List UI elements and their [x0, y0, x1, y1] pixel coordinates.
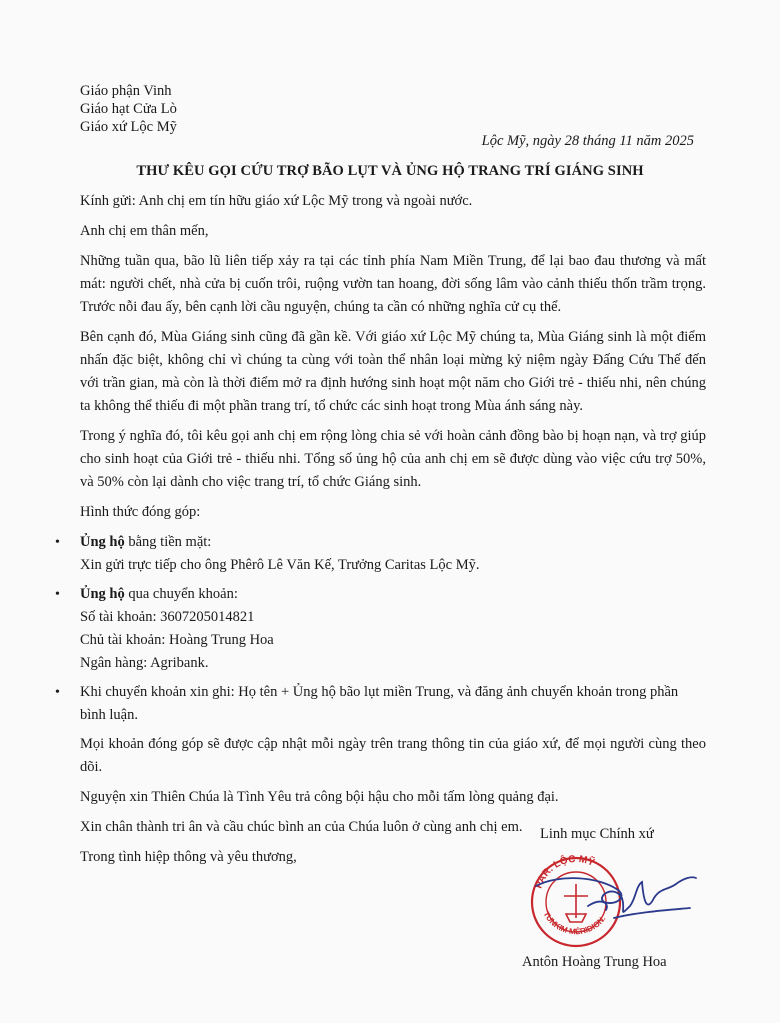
closing-communion: Trong tình hiệp thông và yêu thương,: [80, 849, 297, 865]
bullet-transfer: [55, 583, 706, 675]
deanery-line: Giáo hạt Cửa Lò: [80, 101, 177, 117]
contribution-label: Hình thức đóng góp:: [80, 504, 201, 520]
closing-prayer: Nguyện xin Thiên Chúa là Tình Yêu trả công bội hậu cho mỗi tấm lòng quảng đại.: [80, 789, 559, 805]
bullet-transfer-bold: Ủng hộ: [80, 586, 125, 602]
parish-header: [80, 82, 177, 136]
account-holder: Chủ tài khoản: Hoàng Trung Hoa: [80, 632, 274, 648]
letter-date: Lộc Mỹ, ngày 28 tháng 11 năm 2025: [481, 133, 694, 149]
bank-name: Ngân hàng: Agribank.: [80, 655, 209, 671]
signature-title: Linh mục Chính xứ: [540, 826, 654, 842]
account-number: Số tài khoản: 3607205014821: [80, 609, 255, 625]
closing-thanks: Xin chân thành tri ân và cầu chúc bình an của Chúa luôn ở cùng anh chị em.: [80, 819, 523, 835]
paragraph-appeal: Trong ý nghĩa đó, tôi kêu gọi anh chị em rộng lòng chia sẻ với hoàn cảnh đồng bào bị hoạn nạn, và trợ giúp cho sinh hoạt của Giới trẻ - thiếu nhi. Tổng số ủng hộ của anh chị em sẽ được dùng vào việc cứu trợ 50%, và 50% còn lại dành cho việc trang trí, tổ chức Giáng sinh.: [80, 428, 706, 490]
bullet-note: [55, 681, 706, 727]
bullet-cash-bold: Ủng hộ: [80, 534, 125, 550]
seal-text-bottom: TUNKIM MÉRIDION.: [541, 909, 608, 937]
diocese-line: Giáo phận Vinh: [80, 83, 172, 99]
bullet-cash: [55, 531, 706, 577]
paragraph-flood: Những tuần qua, bão lũ liên tiếp xảy ra tại các tỉnh phía Nam Miền Trung, để lại bao đau thương và mất mát: người chết, nhà cửa bị cuốn trôi, ruộng vườn tan hoang, đời sống lâm vào cảnh thiếu thốn trầm trọng. Trước nỗi đau ấy, bên cạnh lời cầu nguyện, chúng ta cần có những nghĩa cử cụ thể.: [80, 253, 706, 315]
letter-body: [55, 190, 706, 876]
parish-line: Giáo xứ Lộc Mỹ: [80, 119, 177, 135]
paragraph-christmas: Bên cạnh đó, Mùa Giáng sinh cũng đã gần kề. Với giáo xứ Lộc Mỹ chúng ta, Mùa Giáng sinh là một điểm nhấn đặc biệt, không chỉ vì chúng ta cùng với toàn thể nhân loại mừng kỷ niệm ngày Đấng Cứu Thế đến với trần gian, mà còn là thời điểm mở ra định hướng sinh hoạt một năm cho Giới trẻ - thiếu nhi, nên chúng ta không thể thiếu đi một phần trang trí, tổ chức các sinh hoạt trong Mùa ánh sáng này.: [80, 329, 706, 414]
seal-cross-icon: [564, 884, 588, 922]
seal-text-top: PAR. LỘC MỸ: [533, 853, 596, 891]
bullet-cash-detail: Xin gửi trực tiếp cho ông Phêrô Lê Văn Kế, Trưởng Caritas Lộc Mỹ.: [80, 557, 480, 573]
parish-seal-stamp: [518, 846, 698, 951]
greeting: Kính gửi: Anh chị em tín hữu giáo xứ Lộc Mỹ trong và ngoài nước.: [80, 193, 473, 209]
bullet-icon: •: [55, 685, 60, 700]
salutation: Anh chị em thân mến,: [80, 223, 209, 239]
signature-name: Antôn Hoàng Trung Hoa: [522, 954, 667, 970]
bullet-icon: •: [55, 587, 60, 602]
letter-title: THƯ KÊU GỌI CỨU TRỢ BÃO LỤT VÀ ỦNG HỘ TRANG TRÍ GIÁNG SINH: [136, 163, 644, 179]
bullet-transfer-rest: qua chuyển khoản:: [124, 586, 238, 602]
bullet-icon: •: [55, 535, 60, 550]
transfer-note: Khi chuyển khoản xin ghi: Họ tên + Ủng hộ bão lụt miền Trung, và đăng ảnh chuyển khoản trong phần bình luận.: [80, 684, 679, 723]
closing-update: Mọi khoản đóng góp sẽ được cập nhật mỗi ngày trên trang thông tin của giáo xứ, để mọi người cùng theo dõi.: [80, 736, 706, 775]
bullet-cash-rest: bằng tiền mặt:: [124, 534, 212, 550]
